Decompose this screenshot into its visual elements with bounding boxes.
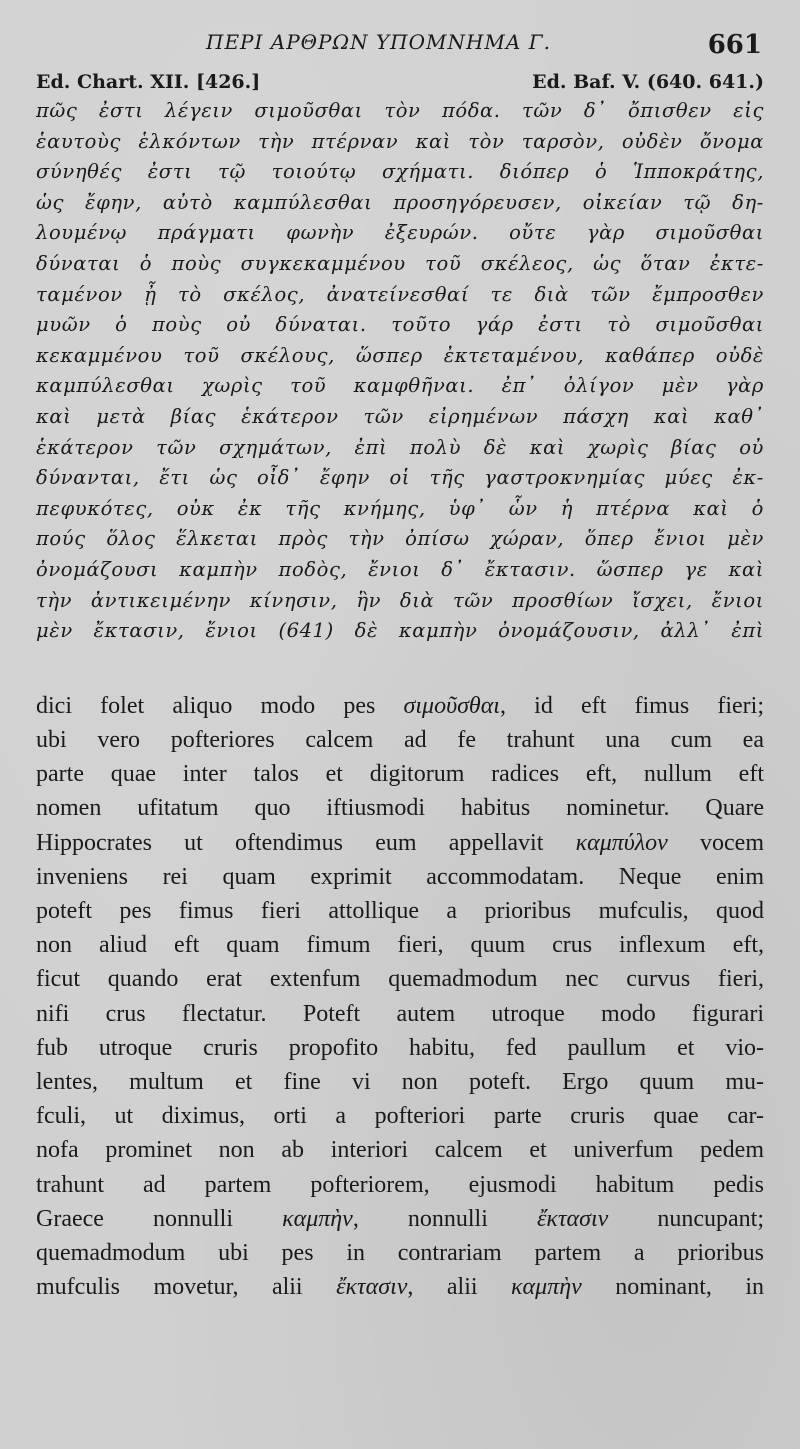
- edition-right: Ed. Baf. V. (640. 641.): [532, 71, 764, 93]
- latin-line: [36, 1202, 764, 1236]
- greek-line: λουμένῳ πράγματι φωνὴν ἐξευρών. οὔτε γὰρ σιμοῦσθαι: [36, 221, 764, 245]
- latin-text: nifi crus flectatur. Poteft autem utroque modo figurari: [36, 1000, 764, 1027]
- latin-text: inveniens rei quam exprimit accommodatam. Neque enim: [36, 863, 764, 890]
- greek-line: σύνηθές ἐστι τῷ τοιούτῳ σχήματι. διόπερ ὁ Ἱπποκράτης,: [36, 160, 764, 184]
- latin-text: poteft pes fimus fieri attollique a prioribus mufculis, quod: [36, 897, 764, 924]
- latin-line: [36, 1270, 764, 1304]
- edition-line: [36, 68, 764, 96]
- latin-text: , nonnulli: [352, 1205, 537, 1232]
- greek-text-block: [36, 96, 764, 647]
- latin-text: mufculis movetur, alii: [36, 1274, 337, 1301]
- latin-text: nomen ufitatum quo iftiusmodi habitus nominetur. Quare: [36, 795, 764, 822]
- running-title: ΠΕΡΙ ΑΡΘΡΩΝ ΥΠΟΜΝΗΜΑ Γ.: [206, 30, 551, 54]
- latin-text: quemadmodum ubi pes in contrariam partem a prioribus: [36, 1239, 764, 1266]
- greek-line: κεκαμμένου τοῦ σκέλους, ὥσπερ ἐκτεταμένου, καθάπερ οὐδὲ: [36, 343, 764, 367]
- latin-text: Graece nonnulli: [36, 1205, 283, 1232]
- greek-term: καμπὴν: [511, 1274, 582, 1301]
- greek-line: καμπύλεσθαι χωρὶς τοῦ καμφθῆναι. ἐπ᾽ ὀλίγον μὲν γὰρ: [36, 374, 764, 398]
- latin-text: dici folet aliquo modo pes: [36, 692, 404, 719]
- latin-line: [36, 757, 764, 791]
- greek-term: καμπύλον: [575, 829, 668, 856]
- latin-text: ubi vero pofteriores calcem ad fe trahunt una cum ea: [36, 726, 764, 753]
- latin-text: ficut quando erat extenfum quemadmodum nec curvus fieri,: [36, 966, 764, 993]
- latin-text: nominant, in: [581, 1274, 765, 1301]
- greek-line: πεφυκότες, οὐκ ἐκ τῆς κνήμης, ὑφ᾽ ὧν ἡ πτέρνα καὶ ὁ: [36, 496, 764, 520]
- latin-line: [36, 894, 764, 928]
- latin-line: [36, 1065, 764, 1099]
- latin-text: trahunt ad partem pofteriorem, ejusmodi habitum pedis: [36, 1171, 764, 1198]
- latin-line: [36, 791, 764, 825]
- latin-text: fub utroque cruris propofito habitu, fed paullum et vio-: [36, 1034, 764, 1061]
- latin-text: , alii: [407, 1274, 511, 1301]
- latin-line: [36, 689, 764, 723]
- greek-term: ἔκτασιν: [336, 1274, 408, 1301]
- greek-line: ἑκάτερον τῶν σχημάτων, ἐπὶ πολὺ δὲ καὶ χωρὶς βίας οὐ: [36, 435, 764, 459]
- latin-text: lentes, multum et fine vi non poteft. Ergo quum mu-: [36, 1068, 764, 1095]
- latin-line: [36, 1133, 764, 1167]
- greek-term: καμπὴν: [282, 1205, 353, 1232]
- greek-line: ἑαυτοὺς ἑλκόντων τὴν πτέρναν καὶ τὸν ταρσὸν, οὐδὲν ὄνομα: [36, 129, 764, 153]
- latin-line: [36, 1099, 764, 1133]
- latin-line: [36, 860, 764, 894]
- latin-text: nuncupant;: [608, 1205, 765, 1232]
- latin-line: [36, 723, 764, 757]
- greek-line: δύναται ὁ ποὺς συγκεκαμμένου τοῦ σκέλεος, ὡς ὅταν ἐκτε-: [36, 251, 764, 275]
- running-head: [36, 28, 764, 62]
- greek-line: δύνανται, ἔτι ὡς οἶδ᾽ ἔφην οἱ τῆς γαστροκνημίας μύες ἐκ-: [36, 466, 764, 490]
- greek-line: ὀνομάζουσι καμπὴν ποδὸς, ἔνιοι δ᾽ ἔκτασιν. ὥσπερ γε καὶ: [36, 557, 764, 581]
- greek-line: μυῶν ὁ ποὺς οὐ δύναται. τοῦτο γάρ ἐστι τὸ σιμοῦσθαι: [36, 313, 764, 337]
- latin-line: [36, 1168, 764, 1202]
- latin-line: [36, 826, 764, 860]
- greek-term: ἔκτασιν: [536, 1205, 609, 1232]
- latin-line: [36, 962, 764, 996]
- latin-text: parte quae inter talos et digitorum radices eft, nullum eft: [36, 761, 764, 788]
- latin-line: [36, 997, 764, 1031]
- greek-line: πῶς ἐστι λέγειν σιμοῦσθαι τὸν πόδα. τῶν δ᾽ ὄπισθεν εἰς: [36, 99, 764, 122]
- latin-text: , id eft fimus fieri;: [499, 692, 764, 719]
- latin-line: [36, 928, 764, 962]
- greek-term: σιμοῦσθαι: [403, 692, 500, 719]
- latin-text: nofa prominet non ab interiori calcem et univerfum pedem: [36, 1137, 764, 1164]
- latin-text: Hippocrates ut oftendimus eum appellavit: [36, 829, 576, 856]
- latin-text: vocem: [667, 829, 765, 856]
- latin-line: [36, 1031, 764, 1065]
- greek-line: ὡς ἔφην, αὐτὸ καμπύλεσθαι προσηγόρευσεν, οἰκείαν τῷ δη-: [36, 190, 764, 214]
- latin-text-block: [36, 689, 764, 1305]
- greek-line: μὲν ἔκτασιν, ἔνιοι (641) δὲ καμπὴν ὀνομάζουσιν, ἀλλ᾽ ἐπὶ: [36, 619, 764, 643]
- latin-text: non aliud eft quam fimum fieri, quum crus inflexum eft,: [36, 932, 764, 959]
- greek-line: τὴν ἀντικειμένην κίνησιν, ἣν διὰ τῶν προσθίων ἴσχει, ἔνιοι: [36, 588, 764, 612]
- greek-line: ταμένον ᾖ τὸ σκέλος, ἀνατείνεσθαί τε διὰ τῶν ἔμπροσθεν: [36, 282, 764, 306]
- latin-line: [36, 1236, 764, 1270]
- greek-line: καὶ μετὰ βίας ἑκάτερον τῶν εἰρημένων πάσχη καὶ καθ᾽: [36, 404, 764, 428]
- edition-left: Ed. Chart. XII. [426.]: [36, 71, 261, 93]
- greek-line: πούς ὅλος ἕλκεται πρὸς τὴν ὀπίσω χώραν, ὅπερ ἔνιοι μὲν: [36, 527, 764, 551]
- page-number: 661: [707, 30, 762, 60]
- latin-text: fculi, ut diximus, orti a pofteriori parte cruris quae car-: [36, 1103, 764, 1130]
